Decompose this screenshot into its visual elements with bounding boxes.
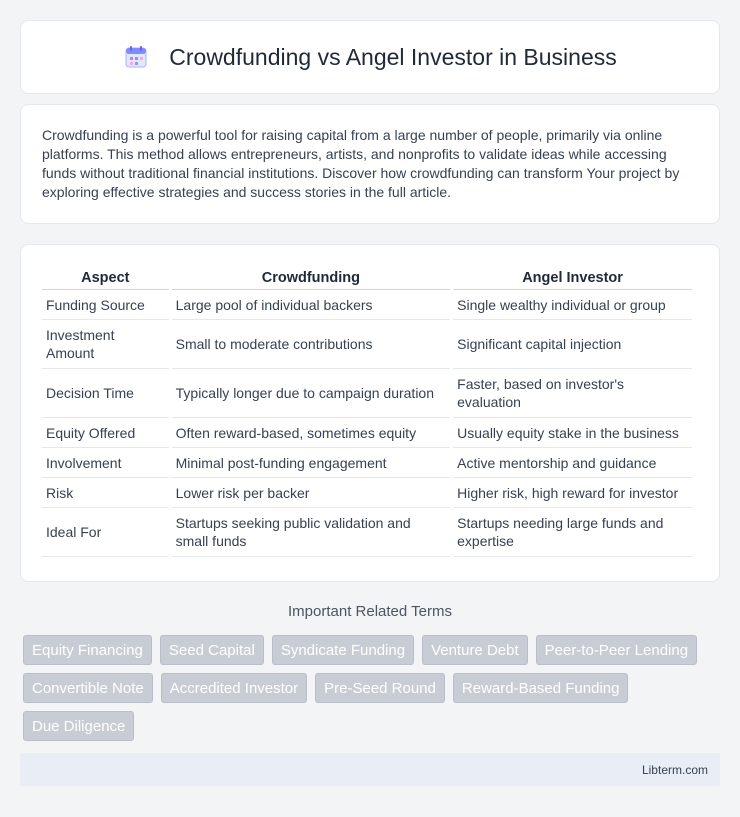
table-row — [42, 320, 692, 369]
table-cell: Risk — [42, 478, 169, 508]
comparison-table-card — [20, 244, 720, 582]
table-row — [42, 478, 692, 508]
table-row — [42, 418, 692, 448]
table-cell: Faster, based on investor's evaluation — [453, 369, 692, 418]
table-cell: Equity Offered — [42, 418, 169, 448]
table-cell: Often reward-based, sometimes equity — [172, 418, 451, 448]
tag-venture-debt[interactable]: Venture Debt — [422, 635, 528, 665]
tag-syndicate-funding[interactable]: Syndicate Funding — [272, 635, 414, 665]
tag-accredited-investor[interactable]: Accredited Investor — [161, 673, 307, 703]
table-cell: Investment Amount — [42, 320, 169, 369]
table-cell: Minimal post-funding engagement — [172, 448, 451, 478]
table-cell: Single wealthy individual or group — [453, 290, 692, 320]
tag-due-diligence[interactable]: Due Diligence — [23, 711, 134, 741]
column-header-angel-investor: Angel Investor — [453, 267, 692, 290]
table-cell: Decision Time — [42, 369, 169, 418]
tag-seed-capital[interactable]: Seed Capital — [160, 635, 264, 665]
tag-reward-based-funding[interactable]: Reward-Based Funding — [453, 673, 629, 703]
table-row — [42, 448, 692, 478]
tag-pre-seed-round[interactable]: Pre-Seed Round — [315, 673, 445, 703]
table-cell: Higher risk, high reward for investor — [453, 478, 692, 508]
table-cell: Usually equity stake in the business — [453, 418, 692, 448]
table-cell: Funding Source — [42, 290, 169, 320]
title-text: Crowdfunding vs Angel Investor in Business — [169, 43, 617, 70]
intro-card — [20, 104, 720, 224]
table-cell: Active mentorship and guidance — [453, 448, 692, 478]
table-cell: Involvement — [42, 448, 169, 478]
table-cell: Small to moderate contributions — [172, 320, 451, 369]
table-cell: Startups seeking public validation and small funds — [172, 508, 451, 557]
tag-convertible-note[interactable]: Convertible Note — [23, 673, 153, 703]
table-row — [42, 369, 692, 418]
table-cell: Lower risk per backer — [172, 478, 451, 508]
table-cell: Ideal For — [42, 508, 169, 557]
footer — [20, 753, 720, 786]
table-cell: Typically longer due to campaign duration — [172, 369, 451, 418]
intro-text: Crowdfunding is a powerful tool for raising capital from a large number of people, primarily via online platforms. This method allows entrepreneurs, artists, and nonprofits to validate ideas while accessing funds without traditional financial institutions. Discover how crowdfunding can transform Your project by exploring effective strategies and success stories in the full article. — [42, 127, 680, 200]
header-card — [20, 20, 720, 94]
related-terms-title: Important Related Terms — [288, 603, 452, 620]
table-cell: Large pool of individual backers — [172, 290, 451, 320]
calendar-icon — [123, 44, 149, 70]
column-header-crowdfunding: Crowdfunding — [172, 267, 451, 290]
table-cell: Startups needing large funds and expertise — [453, 508, 692, 557]
table-row — [42, 290, 692, 320]
page-title — [123, 44, 616, 71]
tag-equity-financing[interactable]: Equity Financing — [23, 635, 152, 665]
table-header-row — [42, 267, 692, 290]
footer-site-link[interactable]: Libterm.com — [641, 762, 708, 777]
table-row — [42, 508, 692, 557]
comparison-table — [39, 267, 695, 557]
table-cell: Significant capital injection — [453, 320, 692, 369]
related-terms-tags — [23, 635, 723, 741]
tag-peer-to-peer-lending[interactable]: Peer-to-Peer Lending — [536, 635, 697, 665]
column-header-aspect: Aspect — [42, 267, 169, 290]
